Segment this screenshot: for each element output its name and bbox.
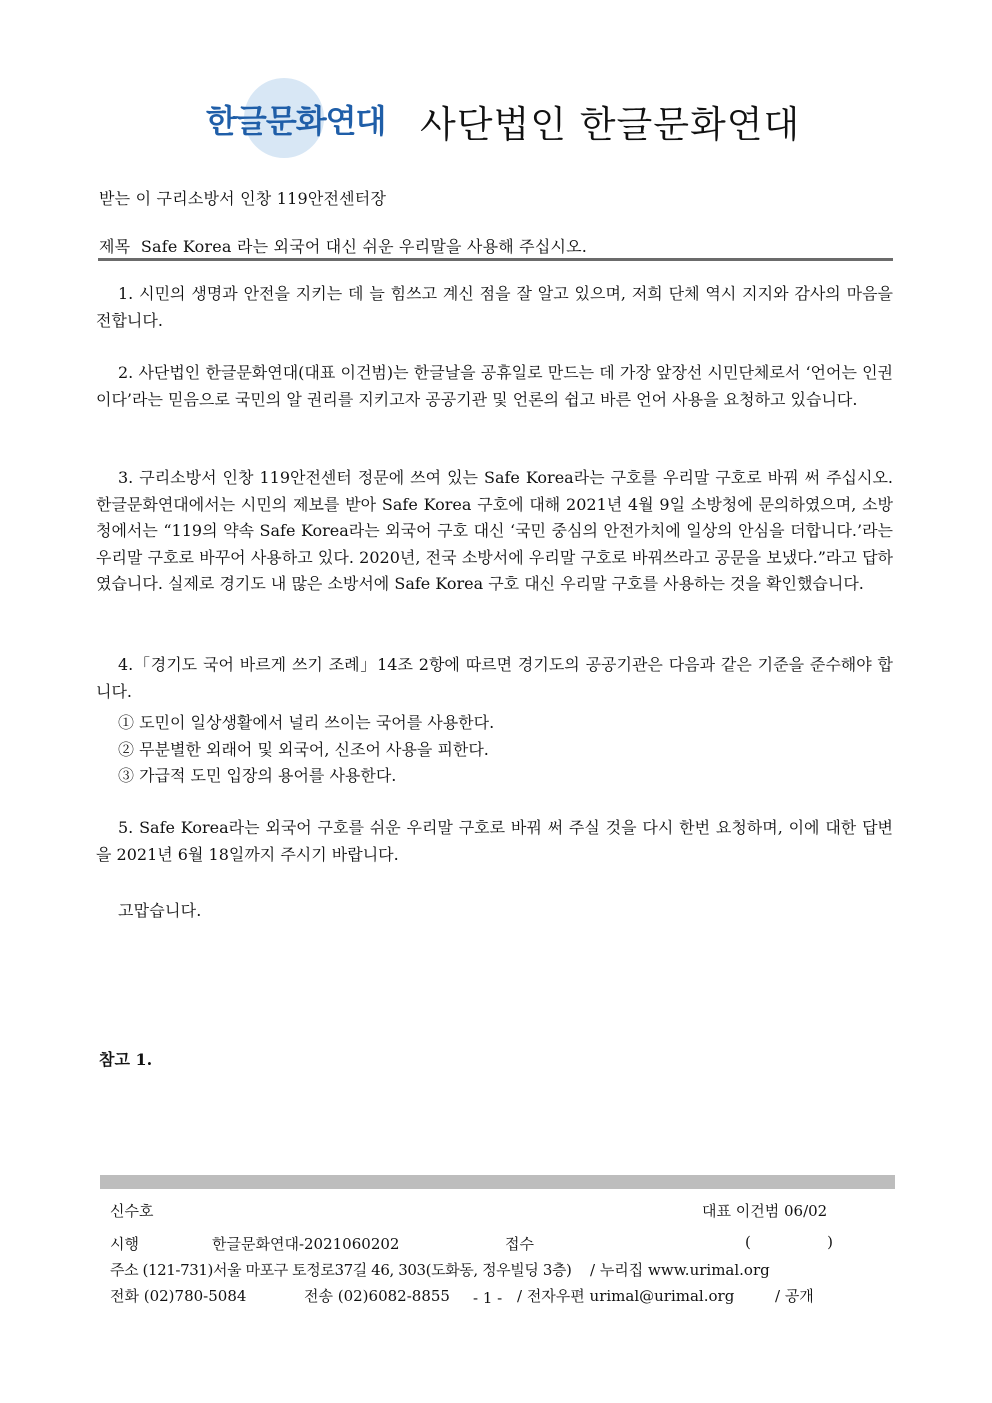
paragraph-3 <box>96 465 893 598</box>
footer-jeopsu-value: ( ) <box>745 1233 833 1251</box>
paragraph-2-text: 2. 사단법인 한글문화연대(대표 이건범)는 한글날을 공휴일로 만드는 데 가장 앞장선 시민단체로서 ‘언어는 인권이다’라는 믿음으로 국민의 알 권리를 지키고자 공공기관 및 언론의 쉽고 바른 언어 사용을 요청하고 있습니다. <box>96 363 893 409</box>
footer-sihaeng-label: 시행 <box>110 1235 139 1253</box>
list-item: ② 무분별한 외래어 및 외국어, 신조어 사용을 피한다. <box>118 740 489 759</box>
paragraph-1-text: 1. 시민의 생명과 안전을 지키는 데 늘 힘쓰고 계신 점을 잘 알고 있으며, 저희 단체 역시 지지와 감사의 마음을 전합니다. <box>96 284 893 330</box>
paragraph-4 <box>96 652 893 705</box>
recipient-line: 받는 이 구리소방서 인창 119안전센터장 <box>99 189 387 208</box>
footer-address: 주소 (121-731)서울 마포구 토정로37길 46, 303(도화동, 정우빌딩 3층) <box>110 1261 572 1279</box>
paragraph-3-text: 3. 구리소방서 인창 119안전센터 정문에 쓰여 있는 Safe Korea라는 구호를 우리말 구호로 바꿔 써 주십시오. 한글문화연대에서는 시민의 제보를 받아 Safe Korea 구호에 대해 2021년 4월 9일 소방청에 문의하였으며, 소방청에서는 “119의 약속 Safe Korea라는 외국어 구호 대신 ‘국민 중심의 안전가치에 일상의 안심을 더합니다.’라는 우리말 구호로 바꾸어 사용하고 있다. 2020년, 전국 소방서에 우리말 구호로 바꿔쓰라고 공문을 보냈다.”라고 답하였습니다. 실제로 경기도 내 많은 소방서에 Safe Korea 구호 대신 우리말 구호를 사용하는 것을 확인했습니다. <box>96 468 893 594</box>
subject-line: 제목 Safe Korea 라는 외국어 대신 쉬운 우리말을 사용해 주십시오. <box>99 237 588 256</box>
closing-thanks: 고맙습니다. <box>118 901 202 920</box>
list-item: ① 도민이 일상생활에서 널리 쓰이는 국어를 사용한다. <box>118 713 495 732</box>
footer-sinsuho: 신수호 <box>110 1202 154 1220</box>
logo: 한글문화연대 <box>206 102 386 140</box>
paragraph-4-text: 4.「경기도 국어 바르게 쓰기 조례」14조 2항에 따르면 경기도의 공공기관은 다음과 같은 기준을 준수해야 합니다. <box>96 655 893 701</box>
footer-document-number: 한글문화연대-2021060202 <box>212 1235 400 1253</box>
paragraph-1 <box>96 281 893 334</box>
paragraph-5-text: 5. Safe Korea라는 외국어 구호를 쉬운 우리말 구호로 바꿔 써 주실 것을 다시 한번 요청하며, 이에 대한 답변을 2021년 6월 18일까지 주시기 바랍니다. <box>96 818 893 864</box>
footer-fax: 전송 (02)6082-8855 <box>304 1287 450 1305</box>
footer-homepage: / 누리집 www.urimal.org <box>590 1261 770 1279</box>
list-item: ③ 가급적 도민 입장의 용어를 사용한다. <box>118 766 397 785</box>
paragraph-2 <box>96 360 893 413</box>
footer-bar <box>100 1175 895 1189</box>
organization-name: 사단법인 한글문화연대 <box>420 103 801 146</box>
paragraph-5 <box>96 815 893 868</box>
footer-phone: 전화 (02)780-5084 <box>110 1287 247 1305</box>
footer-jeopsu-label: 접수 <box>505 1235 534 1253</box>
page-number: - 1 - <box>473 1289 503 1307</box>
header-divider <box>98 258 893 261</box>
footer-representative: 대표 이건범 06/02 <box>702 1202 828 1220</box>
reference-label: 참고 1. <box>99 1050 153 1069</box>
footer-disclosure: / 공개 <box>775 1287 814 1305</box>
footer-email: / 전자우편 urimal@urimal.org <box>517 1287 735 1305</box>
